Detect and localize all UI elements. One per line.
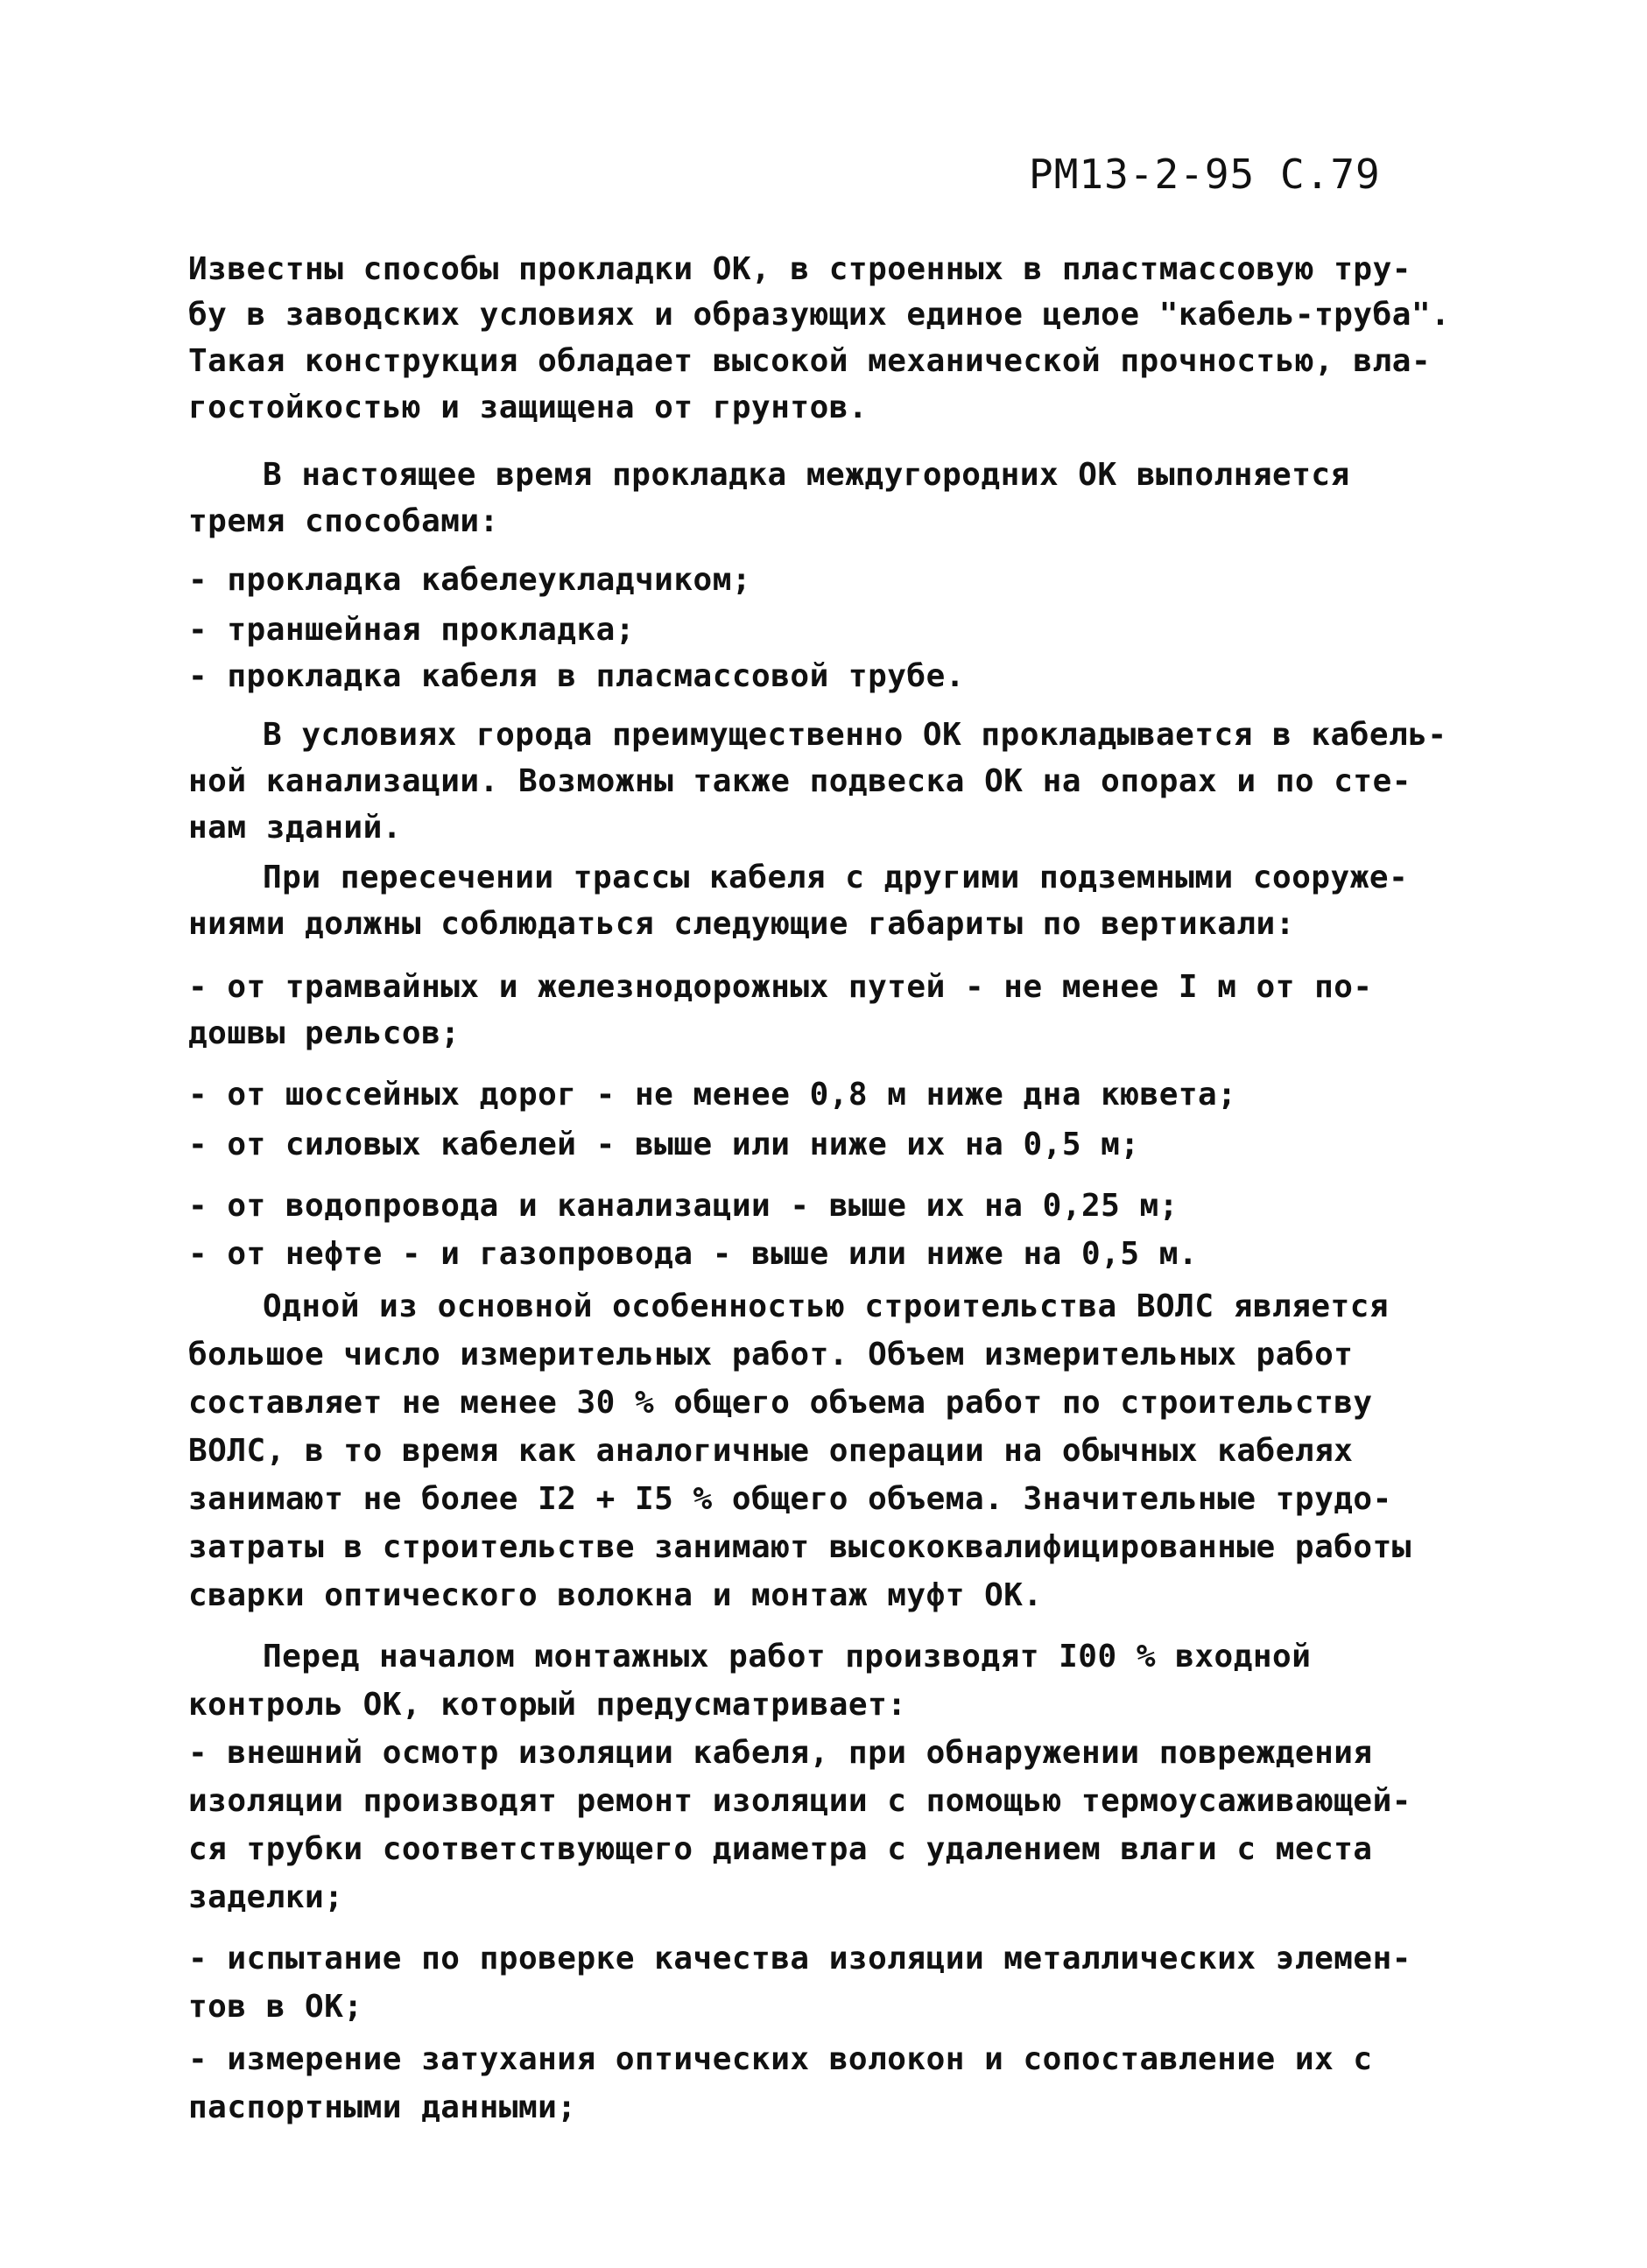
text-line: В настоящее время прокладка междугородних ОК выполняется <box>263 457 1350 493</box>
list-item: - внешний осмотр изоляции кабеля, при обнаружении повреждения <box>188 1735 1373 1771</box>
list-item: - от шоссейных дорог - не менее 0,8 м ниже дна кювета; <box>188 1077 1237 1113</box>
list-item: - прокладка кабелеукладчиком; <box>188 562 752 598</box>
text-line: Известны способы прокладки ОК, в строенных в пластмассовую тру- <box>188 251 1411 287</box>
list-item: - испытание по проверке качества изоляции металлических элемен- <box>188 1941 1411 1977</box>
list-item: - от силовых кабелей - выше или ниже их на 0,5 м; <box>188 1127 1140 1162</box>
text-line: изоляции производят ремонт изоляции с помощью термоусаживающей- <box>188 1783 1411 1819</box>
list-item: - от трамвайных и железнодорожных путей - не менее I м от по- <box>188 969 1373 1005</box>
text-line: составляет не менее 30 % общего объема работ по строительству <box>188 1385 1373 1421</box>
page-header-reference: РМ13-2-95 С.79 <box>1029 151 1381 198</box>
text-line: гостойкостью и защищена от грунтов. <box>188 390 869 425</box>
text-line: контроль ОК, который предусматривает: <box>188 1687 907 1723</box>
text-line: сварки оптического волокна и монтаж муфт ОК. <box>188 1577 1043 1613</box>
text-line: В условиях города преимущественно ОК прокладывается в кабель- <box>263 717 1447 753</box>
text-line: При пересечении трассы кабеля с другими подземными сооруже- <box>263 860 1409 895</box>
list-item: - измерение затухания оптических волокон и сопоставление их с <box>188 2041 1373 2077</box>
text-line: Одной из основной особенностью строительства ВОЛС является <box>263 1288 1390 1324</box>
text-line: нам зданий. <box>188 810 402 846</box>
text-line: ниями должны соблюдаться следующие габариты по вертикали: <box>188 906 1295 942</box>
text-line: тремя способами: <box>188 503 499 539</box>
text-line: ной канализации. Возможны также подвеска ОК на опорах и по сте- <box>188 763 1411 799</box>
text-line: затраты в строительстве занимают высококвалифицированные работы <box>188 1529 1411 1565</box>
text-line: большое число измерительных работ. Объем измерительных работ <box>188 1337 1354 1373</box>
text-line: ся трубки соответствующего диаметра с удалением влаги с места <box>188 1831 1373 1867</box>
text-line: заделки; <box>188 1879 344 1915</box>
text-line: тов в ОК; <box>188 1989 363 2025</box>
list-item: - от водопровода и канализации - выше их на 0,25 м; <box>188 1188 1179 1224</box>
list-item: - траншейная прокладка; <box>188 612 635 648</box>
text-line: занимают не более I2 + I5 % общего объема. Значительные трудо- <box>188 1481 1392 1517</box>
list-item: - прокладка кабеля в пласмассовой трубе. <box>188 658 965 694</box>
text-line: бу в заводских условиях и образующих единое целое "кабель-труба". <box>188 297 1451 333</box>
text-line: Такая конструкция обладает высокой механической прочностью, вла- <box>188 343 1432 379</box>
list-item: - от нефте - и газопровода - выше или ниже на 0,5 м. <box>188 1236 1199 1272</box>
text-line: ВОЛС, в то время как аналогичные операции на обычных кабелях <box>188 1433 1354 1469</box>
text-line: дошвы рельсов; <box>188 1015 461 1051</box>
text-line: Перед началом монтажных работ производят I00 % входной <box>263 1639 1312 1675</box>
text-line: паспортными данными; <box>188 2089 577 2125</box>
